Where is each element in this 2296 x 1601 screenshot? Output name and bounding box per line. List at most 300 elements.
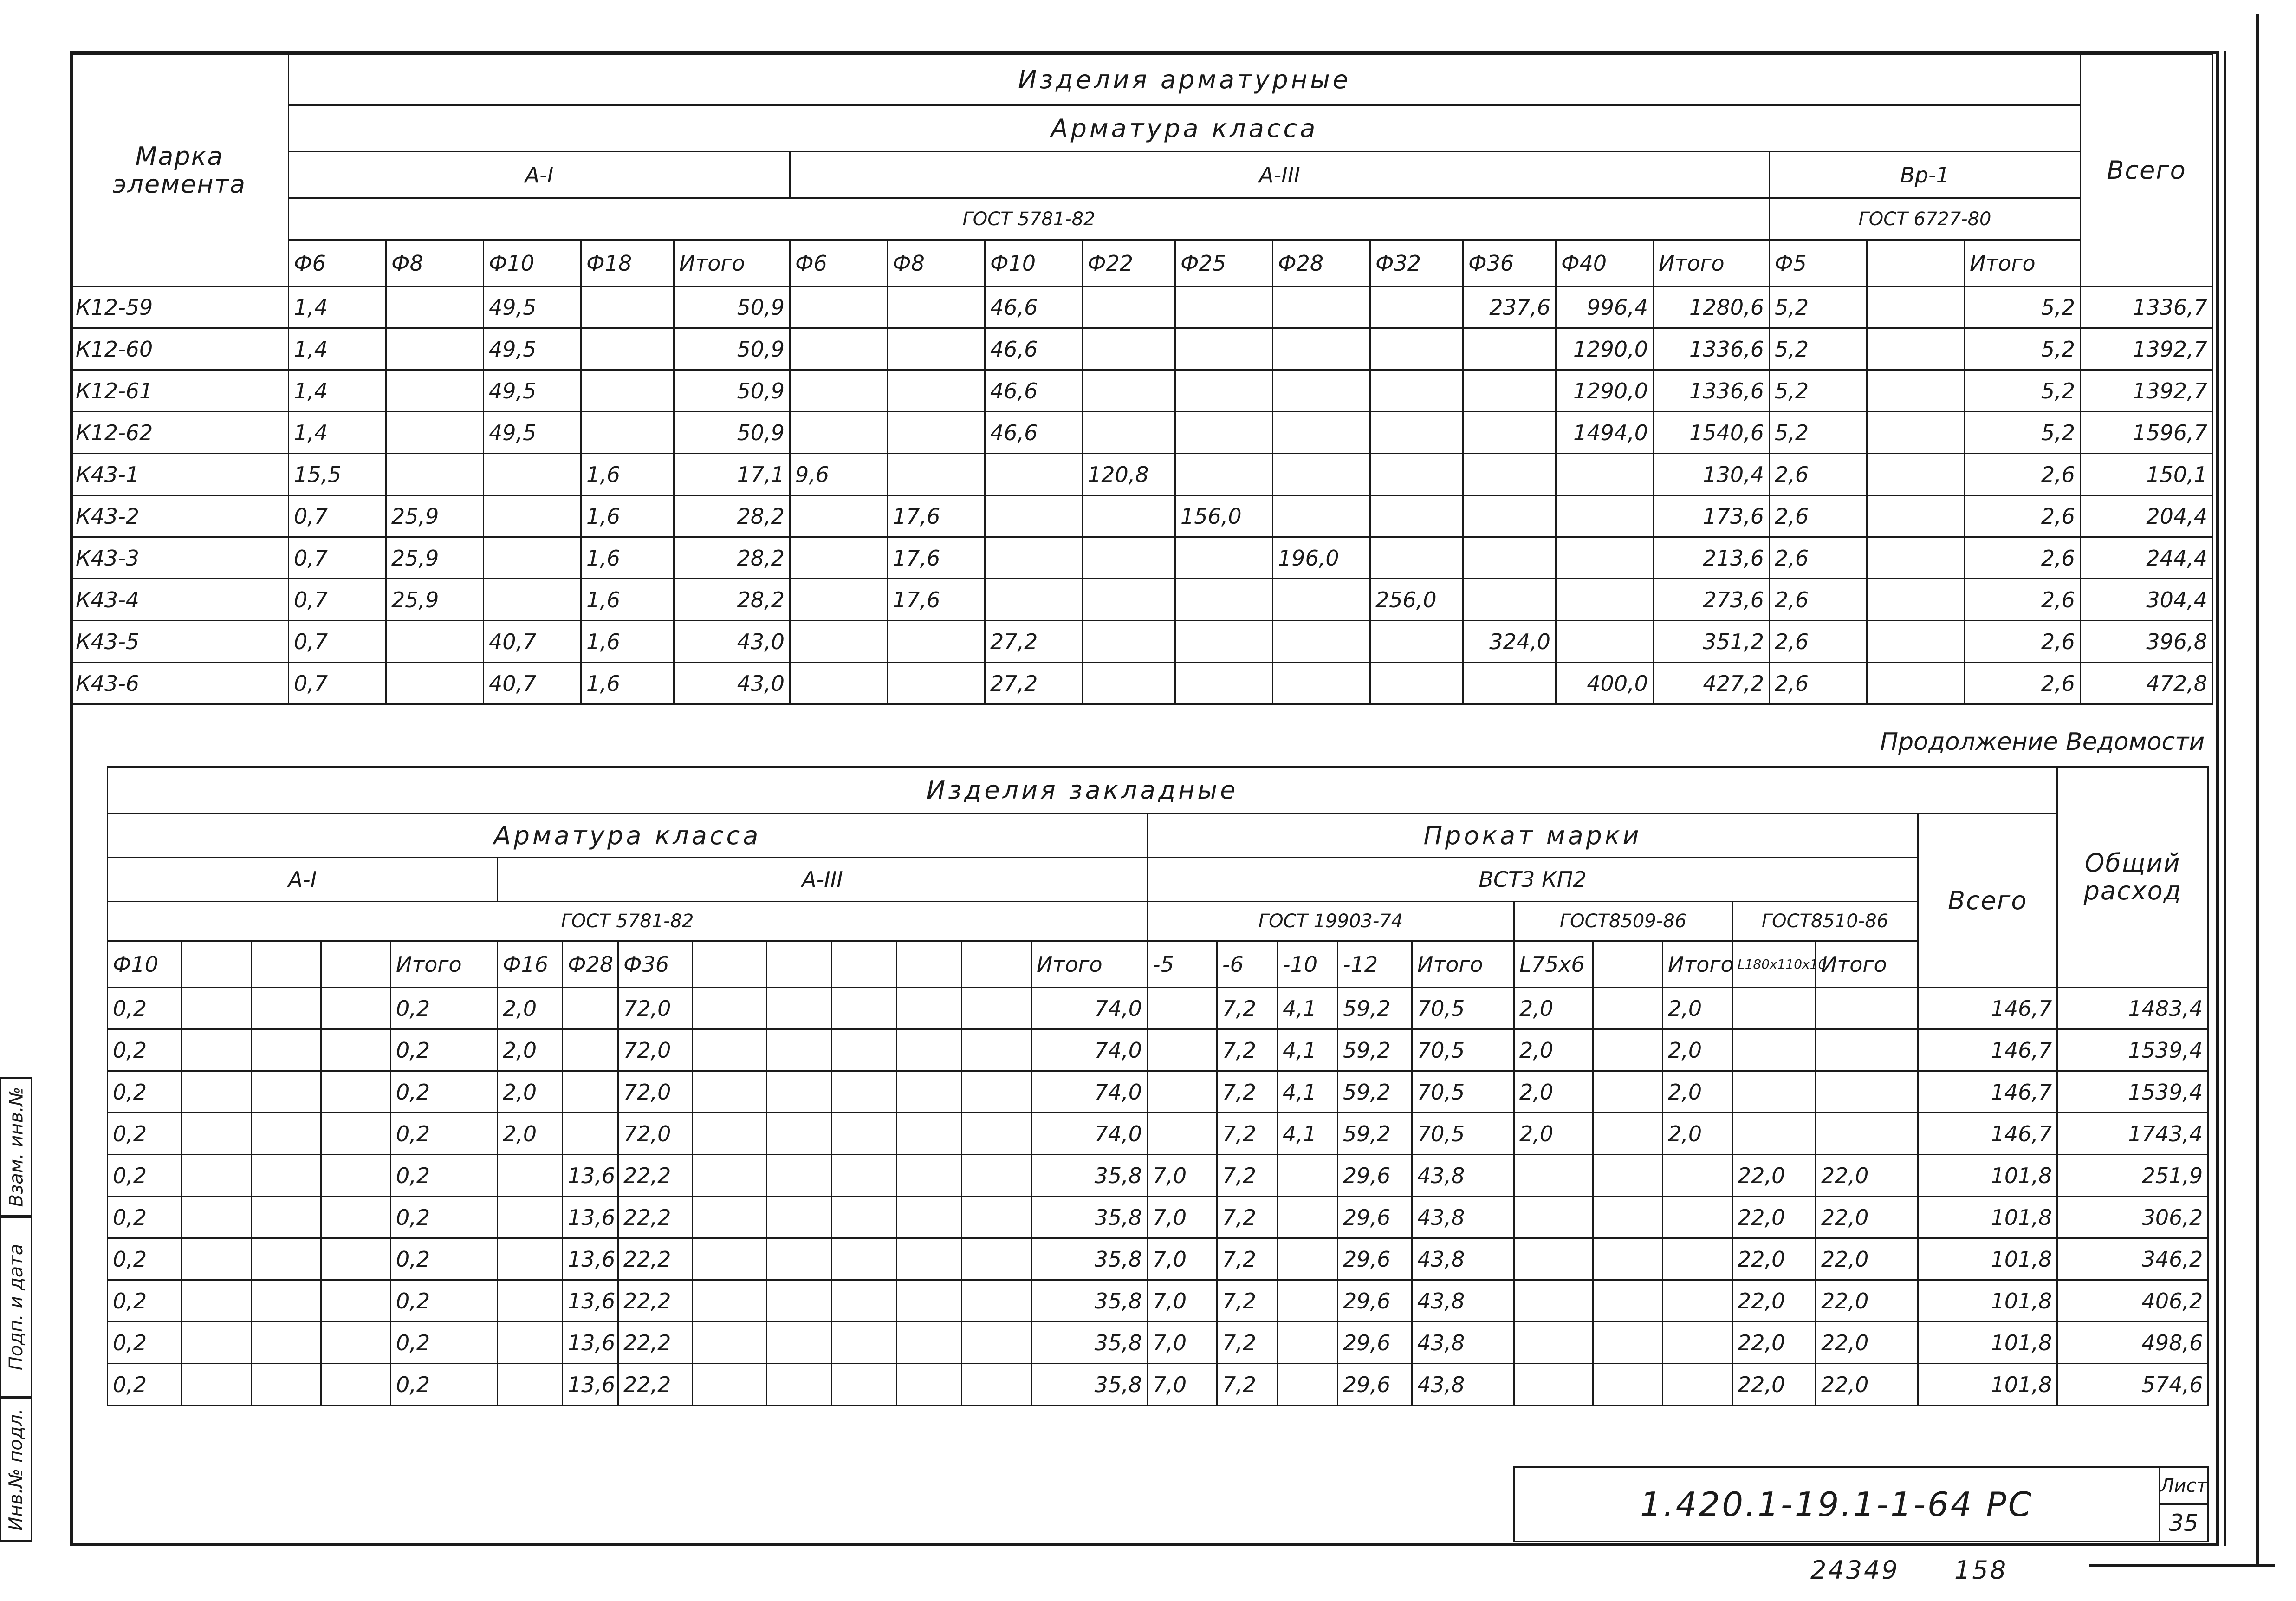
cell-value (1463, 328, 1556, 370)
side-sign-label: Подп. и дата (6, 1243, 27, 1371)
cell-value: 1,6 (581, 537, 674, 579)
cell-value (962, 1322, 1031, 1364)
cell-value (1593, 1155, 1663, 1197)
cell-value (832, 1071, 897, 1113)
top-col-header: Ф8 (888, 240, 985, 286)
side-replace-label: Взам. инв.№ (6, 1087, 27, 1207)
row-total: 146,7 (1918, 1029, 2057, 1071)
cell-value (1273, 663, 1370, 704)
cell-value: 130,4 (1654, 454, 1770, 495)
cell-value (1175, 537, 1273, 579)
bottom-col-header: -12 (1338, 941, 1412, 988)
cell-value (1083, 328, 1175, 370)
cell-value: 1,4 (289, 328, 386, 370)
cell-value: 59,2 (1338, 1113, 1412, 1155)
element-mark: К12-59 (71, 286, 289, 328)
cell-value (1556, 537, 1654, 579)
cell-value (1867, 370, 1965, 412)
cell-value (1593, 1364, 1663, 1406)
cell-value: 35,8 (1031, 1197, 1148, 1238)
cell-value (321, 1322, 391, 1364)
cell-value (1514, 1238, 1593, 1280)
cell-value (1732, 1113, 1816, 1155)
cell-value: 49,5 (484, 328, 581, 370)
cell-value (693, 1322, 767, 1364)
cell-value (1593, 1280, 1663, 1322)
cell-value: 22,2 (618, 1155, 693, 1197)
cell-value (1148, 1113, 1217, 1155)
cell-value: 43,8 (1412, 1197, 1514, 1238)
cell-value: 237,6 (1463, 286, 1556, 328)
cell-value: 1,6 (581, 454, 674, 495)
cell-value: 49,5 (484, 370, 581, 412)
bottom-gost-b: ГОСТ8509-86 (1514, 902, 1732, 941)
cell-value: 324,0 (1463, 621, 1556, 663)
element-mark: К43-2 (71, 495, 289, 537)
cell-value: 22,2 (618, 1197, 693, 1238)
cell-value (1556, 495, 1654, 537)
cell-value (1175, 286, 1273, 328)
table-row (71, 621, 2213, 663)
row-total: 101,8 (1918, 1155, 2057, 1197)
cell-value (581, 370, 674, 412)
cell-value: 4,1 (1278, 988, 1338, 1029)
cell-value (790, 286, 888, 328)
cell-value: 0,2 (108, 1364, 182, 1406)
cell-value: 0,7 (289, 495, 386, 537)
cell-value: 9,6 (790, 454, 888, 495)
cell-value (1175, 370, 1273, 412)
cell-value (1175, 663, 1273, 704)
cell-value (790, 537, 888, 579)
cell-value: 22,0 (1732, 1364, 1816, 1406)
row-total: 1392,7 (2081, 328, 2213, 370)
table-row (108, 988, 2208, 1029)
cell-value (321, 1238, 391, 1280)
cell-value: 28,2 (674, 537, 790, 579)
table-row (71, 328, 2213, 370)
cell-value: 25,9 (386, 579, 484, 621)
cell-value: 0,2 (108, 988, 182, 1029)
bottom-col-header: Итого (1412, 941, 1514, 988)
cell-value: 2,0 (1514, 1071, 1593, 1113)
side-cell-replace (0, 1077, 32, 1217)
cell-value: 43,8 (1412, 1322, 1514, 1364)
row-grand-total: 1539,4 (2057, 1029, 2208, 1071)
cell-value: 29,6 (1338, 1280, 1412, 1322)
cell-value: 22,0 (1732, 1280, 1816, 1322)
cell-value: 2,0 (1663, 1029, 1732, 1071)
cell-value (1463, 495, 1556, 537)
cell-value: 0,2 (108, 1113, 182, 1155)
cell-value (182, 1197, 252, 1238)
cell-value (386, 328, 484, 370)
cell-value (321, 1364, 391, 1406)
cell-value: 35,8 (1031, 1155, 1148, 1197)
cell-value: 22,0 (1816, 1364, 1918, 1406)
cell-value: 2,0 (498, 1113, 563, 1155)
cell-value: 13,6 (563, 1197, 618, 1238)
cell-value (767, 1322, 832, 1364)
bottom-col-header: Ф16 (498, 941, 563, 988)
cell-value (386, 370, 484, 412)
cell-value (1514, 1197, 1593, 1238)
cell-value: 273,6 (1654, 579, 1770, 621)
cell-value (1867, 328, 1965, 370)
cell-value: 2,6 (1770, 621, 1867, 663)
cell-value: 7,0 (1148, 1155, 1217, 1197)
cell-value: 0,2 (108, 1197, 182, 1238)
cell-value: 213,6 (1654, 537, 1770, 579)
cell-value (767, 1029, 832, 1071)
gost-wire-header: ГОСТ 6727-80 (1770, 198, 2081, 240)
bottom-border-line (2089, 1564, 2275, 1567)
cell-value (1175, 621, 1273, 663)
row-total: 1336,7 (2081, 286, 2213, 328)
cell-value: 70,5 (1412, 1029, 1514, 1071)
cell-value (1867, 286, 1965, 328)
cell-value (790, 621, 888, 663)
bottom-col-header: Ф36 (618, 941, 693, 988)
cell-value (767, 1364, 832, 1406)
cell-value: 5,2 (1770, 286, 1867, 328)
top-col-header: Ф8 (386, 240, 484, 286)
top-col-header: Итого (1654, 240, 1770, 286)
cell-value: 22,0 (1732, 1197, 1816, 1238)
cell-value (182, 1155, 252, 1197)
cell-value (1083, 495, 1175, 537)
cell-value: 351,2 (1654, 621, 1770, 663)
element-mark: К43-5 (71, 621, 289, 663)
cell-value: 2,6 (1965, 454, 2081, 495)
top-col-header: Ф28 (1273, 240, 1370, 286)
cell-value (498, 1322, 563, 1364)
cell-value: 1290,0 (1556, 328, 1654, 370)
cell-value: 1336,6 (1654, 370, 1770, 412)
cell-value: 13,6 (563, 1280, 618, 1322)
cell-value (790, 370, 888, 412)
table-row (71, 663, 2213, 704)
cell-value (1370, 454, 1463, 495)
cell-value (252, 1197, 321, 1238)
cell-value: 7,0 (1148, 1280, 1217, 1322)
cell-value (1663, 1364, 1732, 1406)
cell-value: 22,0 (1816, 1238, 1918, 1280)
bottom-col-header: Ф10 (108, 941, 182, 988)
cell-value: 13,6 (563, 1155, 618, 1197)
cell-value (1593, 1071, 1663, 1113)
cell-value (563, 1071, 618, 1113)
bottom-col-header: L75х6 (1514, 941, 1593, 988)
cell-value (1278, 1322, 1338, 1364)
cell-value (888, 370, 985, 412)
top-col-header: Ф36 (1463, 240, 1556, 286)
cell-value (897, 1280, 962, 1322)
row-total: 146,7 (1918, 988, 2057, 1029)
row-total: 244,4 (2081, 537, 2213, 579)
cell-value: 0,7 (289, 579, 386, 621)
cell-value: 4,1 (1278, 1029, 1338, 1071)
cell-value: 22,0 (1816, 1197, 1918, 1238)
row-grand-total: 251,9 (2057, 1155, 2208, 1197)
sheet-label: Лист (2160, 1467, 2208, 1504)
cell-value (888, 621, 985, 663)
cell-value: 7,2 (1217, 1364, 1278, 1406)
cell-value: 29,6 (1338, 1155, 1412, 1197)
bottom-gost-a: ГОСТ 19903-74 (1148, 902, 1514, 941)
cell-value (1370, 328, 1463, 370)
cell-value (767, 1197, 832, 1238)
cell-value: 74,0 (1031, 1029, 1148, 1071)
cell-value: 2,0 (498, 988, 563, 1029)
cell-value (1867, 454, 1965, 495)
element-mark: К43-1 (71, 454, 289, 495)
title-block (1513, 1466, 2209, 1542)
element-mark: К12-61 (71, 370, 289, 412)
table-row (108, 1364, 2208, 1406)
cell-value (1278, 1155, 1338, 1197)
bottom-class-a3: А-III (498, 858, 1148, 902)
cell-value: 0,2 (391, 1113, 498, 1155)
table-row (108, 1155, 2208, 1197)
bottom-col-header (693, 941, 767, 988)
cell-value (386, 412, 484, 454)
right-border-line-2 (2256, 14, 2259, 1565)
cell-value: 7,2 (1217, 1238, 1278, 1280)
cell-value (1867, 663, 1965, 704)
cell-value (1083, 537, 1175, 579)
cell-value: 2,0 (1514, 988, 1593, 1029)
cell-value: 1,4 (289, 286, 386, 328)
cell-value: 59,2 (1338, 1029, 1412, 1071)
cell-value: 59,2 (1338, 988, 1412, 1029)
cell-value: 46,6 (985, 370, 1083, 412)
cell-value (1816, 1071, 1918, 1113)
cell-value: 7,2 (1217, 1071, 1278, 1113)
cell-value (1663, 1322, 1732, 1364)
element-mark: К43-4 (71, 579, 289, 621)
cell-value (1370, 370, 1463, 412)
cell-value (1148, 988, 1217, 1029)
table-row (71, 579, 2213, 621)
cell-value: 2,6 (1965, 621, 2081, 663)
cell-value (897, 988, 962, 1029)
cell-value (1463, 537, 1556, 579)
cell-value: 50,9 (674, 286, 790, 328)
cell-value: 0,7 (289, 537, 386, 579)
cell-value (1278, 1364, 1338, 1406)
cell-value: 1,4 (289, 370, 386, 412)
cell-value: 49,5 (484, 286, 581, 328)
cell-value: 74,0 (1031, 1071, 1148, 1113)
cell-value: 22,0 (1732, 1155, 1816, 1197)
cell-value (790, 579, 888, 621)
cell-value: 5,2 (1770, 328, 1867, 370)
bottom-rolled-label: Прокат марки (1148, 814, 1918, 858)
element-mark: К12-60 (71, 328, 289, 370)
cell-value: 22,2 (618, 1364, 693, 1406)
cell-value (1273, 454, 1370, 495)
cell-value: 72,0 (618, 1029, 693, 1071)
cell-value: 2,6 (1770, 454, 1867, 495)
reinforcement-products-table (70, 53, 2213, 705)
cell-value (1867, 537, 1965, 579)
row-grand-total: 1743,4 (2057, 1113, 2208, 1155)
cell-value (1732, 1071, 1816, 1113)
cell-value: 996,4 (1556, 286, 1654, 328)
bottom-gost-c: ГОСТ8510-86 (1732, 902, 1918, 941)
cell-value (985, 579, 1083, 621)
top-col-header: Ф10 (985, 240, 1083, 286)
top-col-header: Ф40 (1556, 240, 1654, 286)
cell-value: 28,2 (674, 579, 790, 621)
cell-value: 25,9 (386, 495, 484, 537)
cell-value (1083, 370, 1175, 412)
cell-value (888, 328, 985, 370)
cell-value (1370, 621, 1463, 663)
class-a1-header: А-I (289, 152, 790, 198)
cell-value (832, 1322, 897, 1364)
cell-value (1867, 495, 1965, 537)
cell-value: 13,6 (563, 1322, 618, 1364)
cell-value: 4,1 (1278, 1071, 1338, 1113)
row-total: 204,4 (2081, 495, 2213, 537)
top-col-header: Ф22 (1083, 240, 1175, 286)
cell-value: 43,8 (1412, 1280, 1514, 1322)
cell-value: 28,2 (674, 495, 790, 537)
gost-armature-header: ГОСТ 5781-82 (289, 198, 1770, 240)
cell-value (1175, 579, 1273, 621)
cell-value (1514, 1280, 1593, 1322)
cell-value: 0,2 (391, 1322, 498, 1364)
top-col-header: Итого (1965, 240, 2081, 286)
table-row (108, 1280, 2208, 1322)
cell-value: 15,5 (289, 454, 386, 495)
cell-value (484, 537, 581, 579)
cell-value: 35,8 (1031, 1238, 1148, 1280)
cell-value (1593, 1197, 1663, 1238)
element-mark: К12-62 (71, 412, 289, 454)
bottom-title: Изделия закладные (108, 767, 2057, 814)
row-total: 101,8 (1918, 1197, 2057, 1238)
cell-value (1273, 579, 1370, 621)
cell-value: 22,2 (618, 1322, 693, 1364)
top-col-header: Итого (674, 240, 790, 286)
cell-value (1273, 412, 1370, 454)
cell-value: 35,8 (1031, 1322, 1148, 1364)
cell-value: 29,6 (1338, 1364, 1412, 1406)
page-number: 158 (1954, 1555, 2008, 1585)
cell-value (182, 988, 252, 1029)
top-col-header: Ф25 (1175, 240, 1273, 286)
row-total: 304,4 (2081, 579, 2213, 621)
cell-value: 46,6 (985, 328, 1083, 370)
cell-value: 17,6 (888, 495, 985, 537)
cell-value (693, 988, 767, 1029)
cell-value (1463, 579, 1556, 621)
cell-value: 72,0 (618, 1113, 693, 1155)
bottom-col-header (897, 941, 962, 988)
cell-value (581, 286, 674, 328)
cell-value (962, 1155, 1031, 1197)
bottom-col-header (767, 941, 832, 988)
cell-value: 7,2 (1217, 988, 1278, 1029)
cell-value: 0,2 (108, 1280, 182, 1322)
cell-value (182, 1364, 252, 1406)
cell-value: 0,2 (391, 1029, 498, 1071)
cell-value (1370, 495, 1463, 537)
table-row (71, 537, 2213, 579)
cell-value: 46,6 (985, 412, 1083, 454)
cell-value: 256,0 (1370, 579, 1463, 621)
cell-value: 29,6 (1338, 1238, 1412, 1280)
cell-value: 2,6 (1965, 495, 2081, 537)
cell-value: 5,2 (1965, 328, 2081, 370)
cell-value (1278, 1280, 1338, 1322)
row-grand-total: 306,2 (2057, 1197, 2208, 1238)
cell-value (1370, 663, 1463, 704)
cell-value: 4,1 (1278, 1113, 1338, 1155)
cell-value (1663, 1280, 1732, 1322)
cell-value: 29,6 (1338, 1197, 1412, 1238)
cell-value (767, 1071, 832, 1113)
cell-value (897, 1322, 962, 1364)
row-grand-total: 574,6 (2057, 1364, 2208, 1406)
bottom-steel: ВСТ3 КП2 (1148, 858, 1918, 902)
cell-value (182, 1280, 252, 1322)
cell-value (693, 1197, 767, 1238)
table-row (71, 454, 2213, 495)
row-grand-total: 498,6 (2057, 1322, 2208, 1364)
cell-value: 22,0 (1816, 1155, 1918, 1197)
cell-value: 72,0 (618, 1071, 693, 1113)
cell-value (252, 1155, 321, 1197)
cell-value (1816, 1113, 1918, 1155)
cell-value (563, 988, 618, 1029)
table-row (71, 495, 2213, 537)
row-total: 472,8 (2081, 663, 2213, 704)
cell-value (693, 1113, 767, 1155)
cell-value: 13,6 (563, 1238, 618, 1280)
top-col-header: Ф6 (790, 240, 888, 286)
bottom-class-a1: А-I (108, 858, 498, 902)
right-border-line (2224, 51, 2226, 1546)
table-row (108, 1029, 2208, 1071)
side-cell-inv (0, 1398, 32, 1542)
top-col-header (1867, 240, 1965, 286)
cell-value (767, 1280, 832, 1322)
cell-value (563, 1113, 618, 1155)
cell-value: 7,0 (1148, 1364, 1217, 1406)
cell-value: 35,8 (1031, 1280, 1148, 1322)
cell-value (897, 1155, 962, 1197)
cell-value: 50,9 (674, 412, 790, 454)
cell-value (1273, 370, 1370, 412)
cell-value: 43,0 (674, 621, 790, 663)
cell-value (321, 1029, 391, 1071)
element-mark: К43-6 (71, 663, 289, 704)
top-subtitle: Арматура класса (289, 105, 2081, 152)
cell-value: 0,2 (108, 1155, 182, 1197)
cell-value: 2,6 (1770, 495, 1867, 537)
bottom-col-header: L180х110х10 (1732, 941, 1816, 988)
cell-value (832, 1029, 897, 1071)
cell-value (321, 1280, 391, 1322)
cell-value: 120,8 (1083, 454, 1175, 495)
cell-value (1463, 412, 1556, 454)
cell-value (832, 1155, 897, 1197)
cell-value (888, 286, 985, 328)
